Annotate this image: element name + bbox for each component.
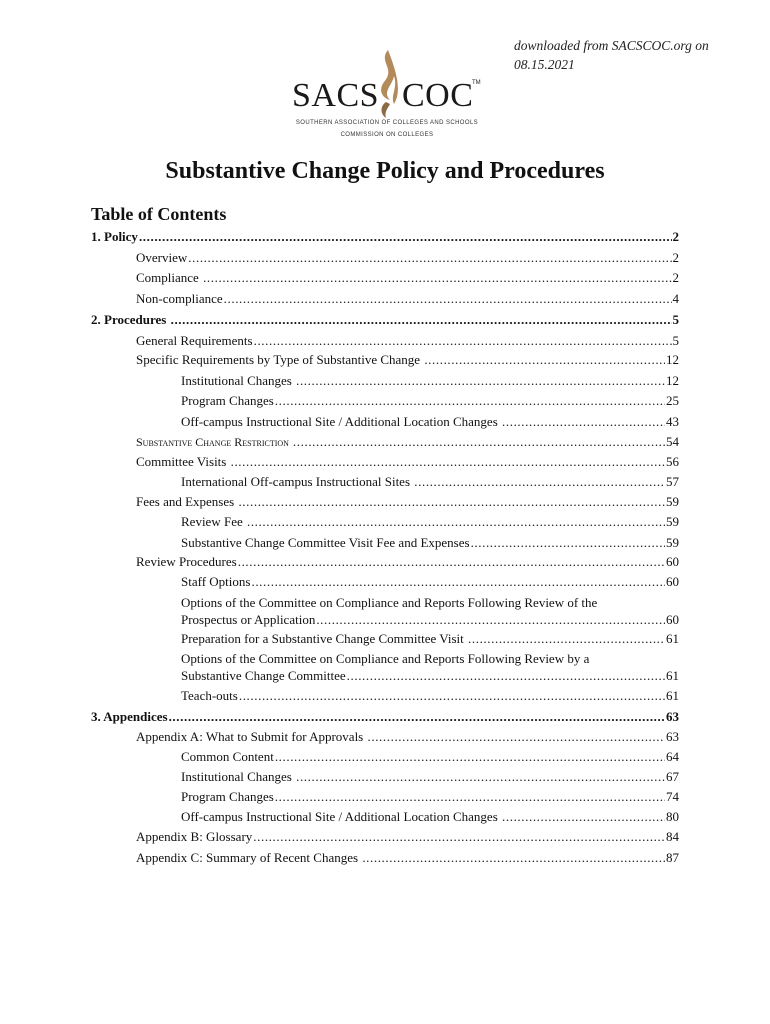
- toc-page-number: 5: [672, 333, 679, 348]
- toc-label: Specific Requirements by Type of Substantive Change: [136, 352, 424, 367]
- toc-entry-program-changes[interactable]: [181, 392, 679, 409]
- toc-entry-international-sites[interactable]: [181, 473, 679, 490]
- toc-label: Committee Visits: [136, 454, 230, 469]
- logo-subline-2: COMMISSION ON COLLEGES: [340, 132, 434, 138]
- toc-label: General Requirements: [136, 333, 253, 348]
- toc-leader: [231, 453, 665, 470]
- toc-leader: [502, 413, 665, 430]
- toc-label-line1: Options of the Committee on Compliance and Reports Following Review by a: [181, 651, 590, 666]
- toc-leader: [169, 708, 665, 725]
- toc-leader: [471, 534, 665, 551]
- toc-leader: [203, 269, 671, 286]
- toc-leader: [368, 728, 666, 745]
- toc-page-number: 87: [666, 850, 679, 865]
- toc-label-line1: Options of the Committee on Compliance and Reports Following Review of the: [181, 595, 598, 610]
- toc-entry-committee-visit-fee[interactable]: [181, 534, 679, 551]
- toc-heading: Table of Contents: [91, 204, 227, 224]
- toc-leader: [468, 630, 665, 647]
- toc-leader: [239, 687, 665, 704]
- toc-entry-specific-requirements[interactable]: [136, 351, 679, 368]
- toc-leader: [424, 351, 665, 368]
- logo-trademark: TM: [472, 80, 481, 86]
- toc-page-number: 63: [666, 729, 679, 744]
- toc-page-number: 74: [666, 789, 679, 804]
- toc-entry-appendix-b[interactable]: [136, 828, 679, 845]
- toc-page-number: 64: [666, 749, 679, 764]
- toc-label: 2. Procedures: [91, 312, 170, 327]
- toc-leader: [254, 332, 672, 349]
- toc-leader: [296, 372, 665, 389]
- toc-entry-institutional-changes[interactable]: [181, 372, 679, 389]
- toc-label: Staff Options: [181, 574, 251, 589]
- logo-word-coc: COC: [402, 77, 474, 114]
- download-note: [514, 36, 709, 74]
- toc-label: Substantive Change Restriction: [136, 435, 292, 449]
- toc-leader: [362, 849, 665, 866]
- toc-entry-committee-visits[interactable]: [136, 453, 679, 470]
- sacscoc-logo: [292, 48, 482, 144]
- toc-entry-staff-options[interactable]: [181, 573, 679, 590]
- logo-subline-1: SOUTHERN ASSOCIATION OF COLLEGES AND SCHOOLS: [295, 120, 479, 126]
- toc-leader: [139, 228, 672, 245]
- toc-page-number: 59: [666, 494, 679, 509]
- toc-entry-appendix-a[interactable]: [136, 728, 679, 745]
- toc-leader: [275, 392, 665, 409]
- toc-page-number: 57: [666, 474, 679, 489]
- toc-label: Appendix C: Summary of Recent Changes: [136, 850, 362, 865]
- toc-label: 1. Policy: [91, 229, 138, 244]
- toc-page-number: 60: [666, 574, 679, 589]
- toc-leader: [414, 473, 665, 490]
- toc-page-number: 61: [666, 631, 679, 646]
- toc-page-number: 84: [666, 829, 679, 844]
- toc-label: Off-campus Instructional Site / Additional Location Changes: [181, 414, 502, 429]
- toc-page-number: 2: [672, 250, 679, 265]
- toc-leader: [171, 311, 672, 328]
- toc-leader: [316, 611, 665, 628]
- toc-page-number: 61: [666, 668, 679, 683]
- toc-leader: [238, 493, 665, 510]
- toc-page-number: 25: [666, 393, 679, 408]
- toc-leader: [275, 788, 665, 805]
- toc-entry-appendix-institutional-changes[interactable]: [181, 768, 679, 785]
- toc-label: Common Content: [181, 749, 274, 764]
- toc-entry-off-campus-changes[interactable]: [181, 413, 679, 430]
- toc-label: Prospectus or Application: [181, 612, 316, 627]
- toc-entry-review-procedures[interactable]: [136, 553, 679, 570]
- toc-page-number: 12: [666, 352, 679, 367]
- toc-label: International Off-campus Instructional Sites: [181, 474, 414, 489]
- toc-entry-policy[interactable]: [91, 228, 679, 245]
- toc-label: Review Fee: [181, 514, 246, 529]
- toc-page-number: 63: [666, 709, 679, 724]
- toc-leader: [275, 748, 665, 765]
- toc-entry-compliance[interactable]: [136, 269, 679, 286]
- toc-entry-overview[interactable]: [136, 249, 679, 266]
- toc-entry-appendix-c[interactable]: [136, 849, 679, 866]
- toc-page-number: 60: [666, 612, 679, 627]
- toc-label: Preparation for a Substantive Change Committee Visit: [181, 631, 468, 646]
- toc-page-number: 56: [666, 454, 679, 469]
- page-title: Substantive Change Policy and Procedures: [165, 158, 605, 184]
- toc-label: Program Changes: [181, 789, 274, 804]
- toc-leader: [502, 808, 665, 825]
- toc-label: Substantive Change Committee Visit Fee and Expenses: [181, 535, 470, 550]
- toc-page-number: 43: [666, 414, 679, 429]
- toc-label: Compliance: [136, 270, 203, 285]
- torch-flame-icon: [370, 48, 404, 120]
- toc-entry-fees-and-expenses[interactable]: [136, 493, 679, 510]
- toc-entry-substantive-change-restriction[interactable]: [136, 433, 679, 451]
- toc-entry-review-fee[interactable]: [181, 513, 679, 530]
- toc-entry-common-content[interactable]: [181, 748, 679, 765]
- toc-page-number: 54: [666, 434, 679, 449]
- toc-page-number: 61: [666, 688, 679, 703]
- toc-page-number: 67: [666, 769, 679, 784]
- toc-leader: [224, 290, 672, 307]
- toc-label: Appendix B: Glossary: [136, 829, 253, 844]
- download-note-line2: 08.15.2021: [514, 57, 575, 72]
- toc-leader: [247, 513, 665, 530]
- download-note-line1: downloaded from SACSCOC.org on: [514, 38, 709, 53]
- toc-label: Fees and Expenses: [136, 494, 238, 509]
- toc-leader: [188, 249, 671, 266]
- toc-page-number: 5: [672, 312, 679, 327]
- toc-leader: [296, 768, 665, 785]
- toc-page-number: 12: [666, 373, 679, 388]
- toc-leader: [253, 828, 665, 845]
- toc-entry-non-compliance[interactable]: [136, 290, 679, 307]
- toc-leader: [347, 667, 665, 684]
- toc-entry-preparation-visit[interactable]: [181, 630, 679, 647]
- toc-page-number: 2: [672, 270, 679, 285]
- toc-label: 3. Appendices: [91, 709, 168, 724]
- toc-page-number: 59: [666, 514, 679, 529]
- toc-label: Substantive Change Committee: [181, 668, 346, 683]
- toc-page-number: 4: [672, 291, 679, 306]
- toc-leader: [293, 433, 665, 450]
- toc-entry-teach-outs[interactable]: [181, 687, 679, 704]
- toc-label: Institutional Changes: [181, 769, 296, 784]
- toc-leader: [238, 553, 665, 570]
- toc-entry-options-following-prospectus[interactable]: [181, 594, 679, 628]
- toc-page-number: 60: [666, 554, 679, 569]
- toc-entry-appendix-off-campus-changes[interactable]: [181, 808, 679, 825]
- toc-page-number: 80: [666, 809, 679, 824]
- toc-entry-appendices[interactable]: [91, 708, 679, 725]
- toc-entry-procedures[interactable]: [91, 311, 679, 328]
- toc-label: Institutional Changes: [181, 373, 296, 388]
- toc-page-number: 59: [666, 535, 679, 550]
- logo-word-sacs: SACS: [292, 77, 380, 114]
- toc-label: Off-campus Instructional Site / Additional Location Changes: [181, 809, 502, 824]
- toc-leader: [251, 573, 665, 590]
- toc-entry-options-following-committee[interactable]: [181, 650, 679, 684]
- toc-entry-appendix-program-changes[interactable]: [181, 788, 679, 805]
- toc-label: Non-compliance: [136, 291, 223, 306]
- toc-label: Review Procedures: [136, 554, 237, 569]
- toc-entry-general-requirements[interactable]: [136, 332, 679, 349]
- toc-label: Program Changes: [181, 393, 274, 408]
- toc-label: Appendix A: What to Submit for Approvals: [136, 729, 367, 744]
- toc-page-number: 2: [672, 229, 679, 244]
- toc-label: Overview: [136, 250, 188, 265]
- toc-label: Teach-outs: [181, 688, 238, 703]
